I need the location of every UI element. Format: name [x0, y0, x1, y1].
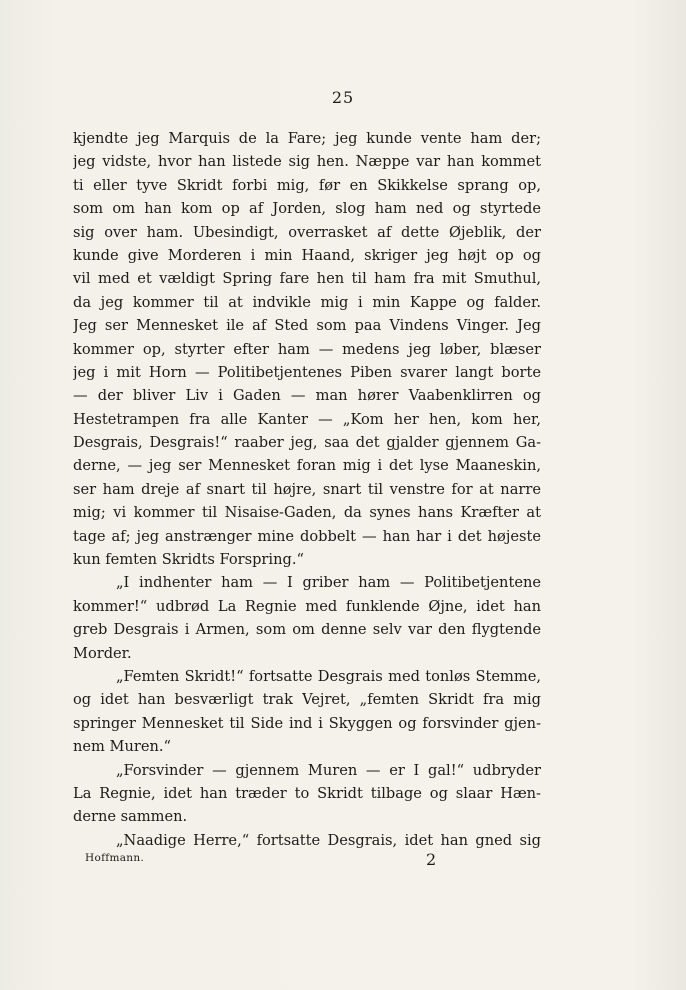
text-line: kunde give Morderen i min Haand, skriger jeg højt op og: [73, 246, 541, 264]
text-line: springer Mennesket til Side ind i Skyggen og forsvinder gjen-: [73, 714, 541, 732]
text-line: kun femten Skridts Forspring.“: [73, 551, 304, 569]
text-line: jeg vidste, hvor han listede sig hen. Næppe var han kommet: [73, 153, 541, 171]
text-line: jeg i mit Horn — Politibetjentenes Piben svarer langt borte: [73, 363, 541, 381]
text-line: „Femten Skridt!“ fortsatte Desgrais med tonløs Stemme,: [116, 667, 541, 685]
text-line: derne sammen.: [73, 808, 188, 826]
text-line: „Naadige Herre,“ fortsatte Desgrais, idet han gned sig: [116, 831, 541, 849]
text-line: nem Muren.“: [73, 738, 171, 756]
text-line: sig over ham. Ubesindigt, overrasket af dette Øjeblik, der: [73, 223, 541, 241]
footer-signature: Hoffmann.: [85, 852, 145, 864]
text-line: kommer op, styrter efter ham — medens jeg løber, blæser: [73, 340, 541, 358]
text-line: derne, — jeg ser Mennesket foran mig i det lyse Maaneskin,: [73, 457, 541, 475]
text-line: Hestetrampen fra alle Kanter — „Kom her hen, kom her,: [73, 410, 541, 428]
text-line: mig; vi kommer til Nisaise-Gaden, da synes hans Kræfter at: [73, 504, 541, 522]
page-footer: [73, 850, 541, 870]
text-line: ti eller tyve Skridt forbi mig, før en Skikkelse sprang op,: [73, 176, 541, 194]
body-text: [73, 127, 541, 852]
text-line: vil med et vældigt Spring fare hen til ham fra mit Smuthul,: [73, 270, 541, 288]
footer-sheet-mark: 2: [426, 850, 437, 869]
text-line: „I indhenter ham — I griber ham — Politibetjentene: [116, 574, 541, 592]
text-line: som om han kom op af Jorden, slog ham ned og styrtede: [73, 200, 541, 218]
text-line: Morder.: [73, 644, 132, 662]
text-line: — der bliver Liv i Gaden — man hører Vaabenklirren og: [73, 387, 541, 405]
text-line: tage af; jeg anstrænger mine dobbelt — han har i det højeste: [73, 527, 541, 545]
text-line: Desgrais, Desgrais!“ raaber jeg, saa det gjalder gjennem Ga-: [73, 434, 541, 452]
text-line: ser ham dreje af snart til højre, snart til venstre for at narre: [73, 480, 541, 498]
text-line: greb Desgrais i Armen, som om denne selv var den flygtende: [73, 621, 541, 639]
text-line: La Regnie, idet han træder to Skridt tilbage og slaar Hæn-: [73, 784, 541, 802]
text-line: da jeg kommer til at indvikle mig i min Kappe og falder.: [73, 293, 541, 311]
text-line: „Forsvinder — gjennem Muren — er I gal!“ udbryder: [116, 761, 541, 779]
page-number: 25: [331, 88, 355, 107]
text-line: og idet han besværligt trak Vejret, „femten Skridt fra mig: [73, 691, 541, 709]
text-line: kjendte jeg Marquis de la Fare; jeg kunde vente ham der;: [73, 130, 541, 147]
text-line: kommer!“ udbrød La Regnie med funklende Øjne, idet han: [73, 597, 541, 615]
text-line: Jeg ser Mennesket ile af Sted som paa Vindens Vinger. Jeg: [73, 317, 541, 335]
